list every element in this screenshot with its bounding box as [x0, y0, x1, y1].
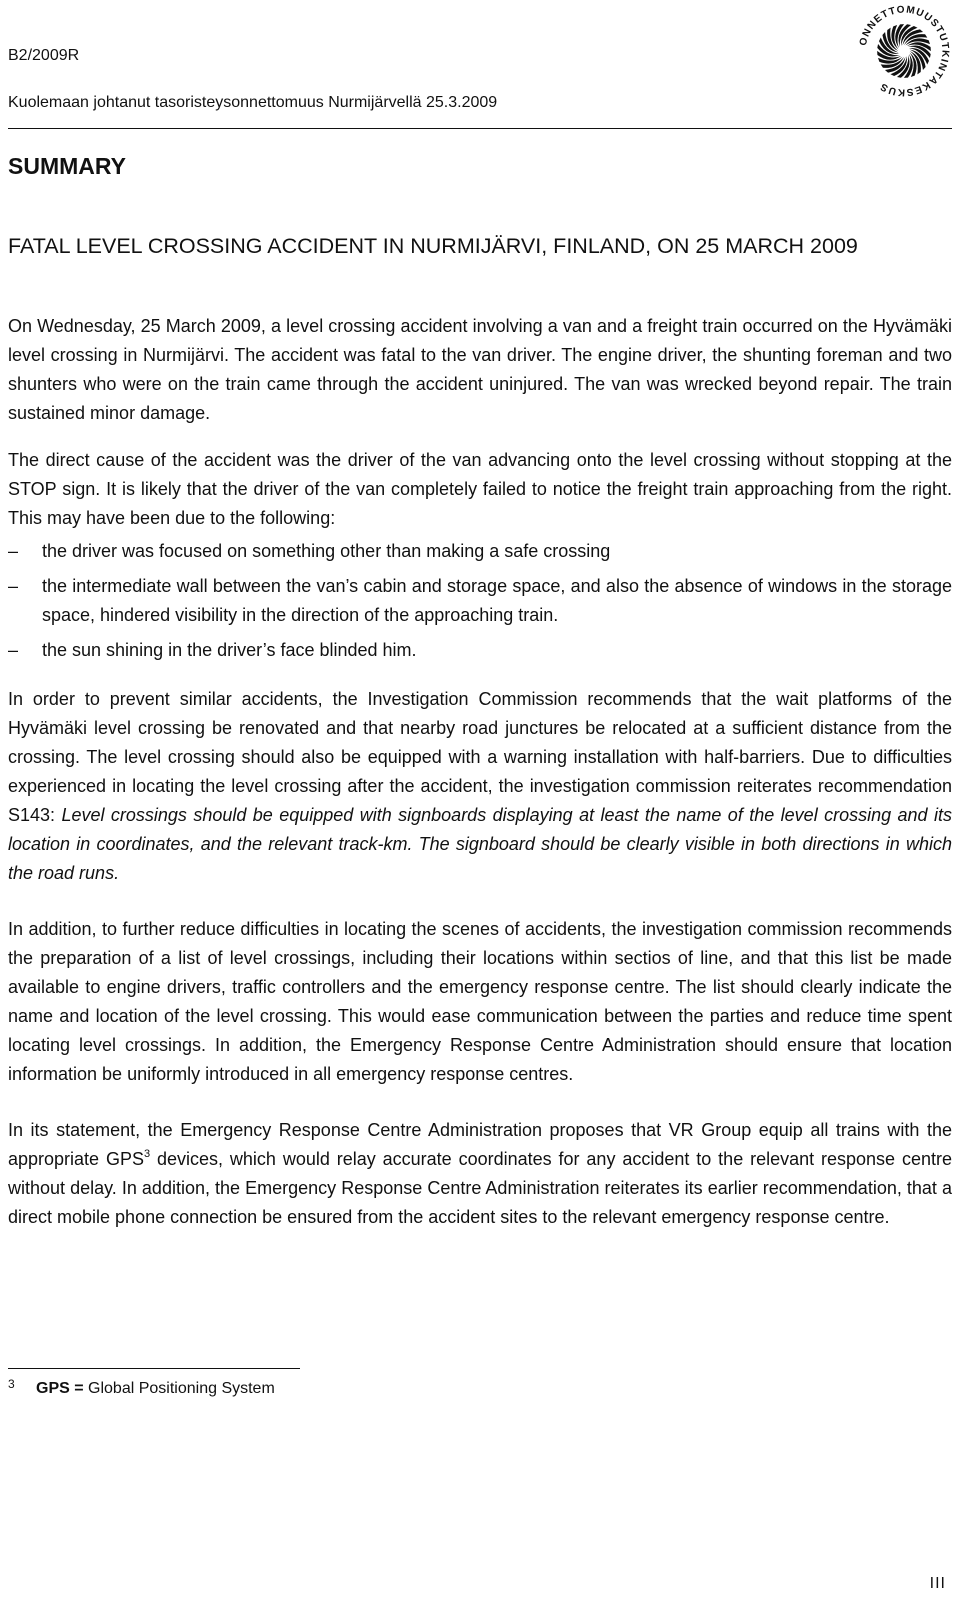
recommendation-text: In order to prevent similar accidents, the Investigation Commission recommends that the wait platforms of the Hyvämäki level crossing be renovated and that nearby road junctures be relocated at a sufficient distance from the crossing. The level crossing should also be equipped with a warning installation with half-barriers. Due to difficulties experienced in locating the level crossing after the accident, the investigation commission reiterates recommendation S143:: [8, 689, 952, 825]
page-number: III: [929, 1575, 946, 1592]
report-title: FATAL LEVEL CROSSING ACCIDENT IN NURMIJÄRVI, FINLAND, ON 25 MARCH 2009: [8, 234, 858, 258]
paragraph-recommendations: [8, 685, 952, 888]
list-item: [8, 537, 952, 566]
footnote-term: GPS =: [36, 1380, 84, 1397]
dash-bullet-icon: –: [8, 541, 19, 561]
paragraph-gps-statement: [8, 1116, 952, 1232]
summary-heading: SUMMARY: [8, 153, 126, 179]
paragraph-level-crossing-list: In addition, to further reduce difficulties in locating the scenes of accidents, the investigation commission recommends the preparation of a list of level crossings, including their locations within sectios of line, and that this list be made available to engine drivers, traffic controllers and the emergency response centre. The list should clearly indicate the name and location of the level crossing. This would ease communication between the parties and reduce time spent locating level crossings. In addition, the Emergency Response Centre Administration should ensure that location information be uniformly introduced in all emergency response centres.: [8, 919, 952, 1084]
recommendation-s143-quote: Level crossings should be equipped with signboards displaying at least the name of the level crossing and its location in coordinates, and the relevant track-km. The signboard should be clearly visible in both directions in which the road runs.: [8, 805, 952, 883]
header-divider: [8, 128, 952, 129]
report-code: B2/2009R: [8, 47, 80, 64]
dash-bullet-icon: –: [8, 640, 19, 660]
summary-body: [8, 312, 952, 1232]
agency-seal-logo: [856, 3, 952, 99]
footnote-definition: Global Positioning System: [83, 1380, 275, 1397]
dash-bullet-icon: –: [8, 576, 19, 596]
list-item: [8, 572, 952, 630]
list-item: [8, 636, 952, 665]
paragraph-direct-cause: The direct cause of the accident was the driver of the van advancing onto the level crossing without stopping at the STOP sign. It is likely that the driver of the van completely failed to notice the freight train approaching from the right. This may have been due to the following:: [8, 450, 952, 528]
footnote-reference[interactable]: 3: [143, 1148, 151, 1160]
paragraph-accident-description: On Wednesday, 25 March 2009, a level crossing accident involving a van and a freight train occurred on the Hyvämäki level crossing in Nurmijärvi. The accident was fatal to the van driver. The engine driver, the shunting foreman and two shunters who were on the train came through the accident uninjured. The van was wrecked beyond repair. The train sustained minor damage.: [8, 316, 952, 423]
footnote-text: [36, 1380, 275, 1398]
footnote-number: 3: [8, 1377, 15, 1391]
footnote-divider: [8, 1368, 300, 1369]
cause-list: [8, 537, 952, 665]
svg-text:ONNETTOMUUSTUTKINTAKESKUS: ONNETTOMUUSTUTKINTAKESKUS: [857, 4, 951, 98]
list-item-text: the sun shining in the driver’s face blinded him.: [42, 640, 417, 660]
report-subtitle: Kuolemaan johtanut tasoristeysonnettomuus Nurmijärvellä 25.3.2009: [8, 94, 498, 111]
list-item-text: the intermediate wall between the van’s cabin and storage space, and also the absence of windows in the storage space, hindered visibility in the direction of the approaching train.: [42, 576, 952, 625]
gps-statement-text: In its statement, the Emergency Response Centre Administration proposes that VR Group equip all trains with the appropriate GPS: [8, 1120, 952, 1169]
gps-statement-text-cont: devices, which would relay accurate coordinates for any accident to the relevant response centre without delay. In addition, the Emergency Response Centre Administration reiterates its earlier recommendation, that a direct mobile phone connection be ensured from the accident sites to the relevant emergency response centre.: [8, 1149, 952, 1227]
list-item-text: the driver was focused on something other than making a safe crossing: [42, 541, 611, 561]
